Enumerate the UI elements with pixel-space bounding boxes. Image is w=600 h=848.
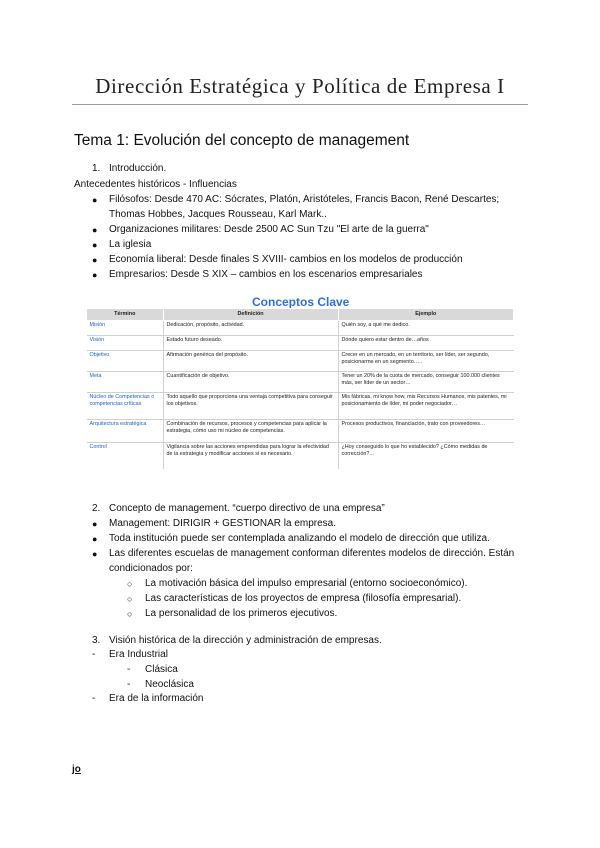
section1-number: 1. — [92, 163, 101, 174]
column-header: Término — [87, 309, 164, 321]
list-item: Las diferentes escuelas de management conforman diferentes modelos de dirección. Están — [109, 548, 515, 559]
document-title: Dirección Estratégica y Política de Empresa I — [95, 74, 505, 98]
list-item: condicionados por: — [109, 563, 193, 574]
example-cell: Quién soy, a qué me dedico. — [338, 321, 514, 336]
section2-number: 2. — [92, 503, 101, 514]
definition-cell: Todo aquello que proporciona una ventaja competitiva para conseguir los objetivos. — [163, 393, 338, 420]
term-cell: Núcleo de Competencias o competencias críticas — [87, 393, 164, 420]
table-row — [87, 372, 514, 393]
dash-marker: - — [92, 693, 96, 704]
topic-heading: Tema 1: Evolución del concepto de management — [74, 132, 410, 149]
definition-cell: Vigilancia sobre las acciones emprendidas para lograr la efectividad de la estrategia y modificar acciones si es necesario. — [163, 443, 338, 470]
list-item: Management: DIRIGIR + GESTIONAR la empresa. — [109, 518, 337, 529]
list-item: Era de la información — [109, 693, 204, 704]
title-divider — [72, 104, 528, 105]
bullet-marker: ● — [92, 534, 98, 544]
term-cell: Visión — [87, 336, 164, 351]
section3-heading: Visión histórica de la dirección y administración de empresas. — [109, 635, 382, 646]
footer-mark: jo — [72, 764, 81, 775]
term-cell: Meta — [87, 372, 164, 393]
dash-marker: - — [92, 649, 96, 660]
list-item: Economía liberal: Desde finales S XVIII- cambios en los modelos de producción — [109, 254, 463, 265]
term-cell: Control — [89, 444, 107, 450]
list-item: Organizaciones militares: Desde 2500 AC Sun Tzu "El arte de la guerra" — [109, 224, 429, 235]
bullet-marker: ● — [92, 195, 98, 205]
bullet-marker: ● — [92, 519, 98, 529]
list-item: Clásica — [145, 664, 178, 675]
example-cell: ¿Hoy conseguido lo que ho establecido? ¿Cómo medidas de corrección?... — [338, 443, 514, 470]
table-title: Conceptos Clave — [252, 295, 350, 309]
example-cell: Procesos productivos, financiación, trato con proveedores… — [338, 420, 514, 443]
definition-cell: Dedicación, propósito, actividad. — [163, 321, 338, 336]
subbullet-marker: ○ — [127, 594, 133, 604]
example-cell: Dónde quiero estar dentro de…años — [338, 336, 514, 351]
concepts-table — [86, 308, 514, 469]
list-item: Thomas Hobbes, Jacques Rousseau, Karl Mark.. — [109, 209, 327, 220]
bullet-marker: ● — [92, 255, 98, 265]
example-cell: Tener un 20% de la cuota de mercado, conseguir 100.000 clientes más, ser líder de un sector… — [338, 372, 514, 393]
bullet-marker: ● — [92, 225, 98, 235]
dash-marker: - — [127, 664, 131, 675]
list-item: Filósofos: Desde 470 AC: Sócrates, Platón, Aristóteles, Francis Bacon, René Descartes; — [109, 194, 500, 205]
definition-cell: Estado futuro deseado. — [163, 336, 338, 351]
bullet-marker: ● — [92, 240, 98, 250]
term-cell: Misión — [87, 321, 164, 336]
list-item: Era Industrial — [109, 649, 168, 660]
column-header: Definición — [163, 309, 338, 321]
table-row — [87, 351, 514, 372]
subbullet-marker: ○ — [127, 579, 133, 589]
table-row — [87, 420, 514, 443]
section1-subheading: Antecedentes históricos - Influencias — [74, 179, 237, 190]
list-item: La personalidad de los primeros ejecutivos. — [145, 608, 338, 619]
example-cell: Crecer en un mercado, en un territorio, ser líder, ser segundo, posicionarme en un segmento….. — [338, 351, 514, 372]
dash-marker: - — [127, 679, 131, 690]
list-item: Empresarios: Desde S XIX – cambios en los escenarios empresariales — [109, 269, 423, 280]
table-row — [87, 321, 514, 336]
table-row — [87, 443, 514, 470]
list-item: La iglesia — [109, 239, 152, 250]
definition-cell: Afirmación genérica del propósito. — [163, 351, 338, 372]
term-cell: Objetivo — [87, 351, 164, 372]
subbullet-marker: ○ — [127, 609, 133, 619]
definition-cell: Combinación de recursos, procesos y competencias para aplicar la estrategia, cómo uso mi núcleo de competencias. — [163, 420, 338, 443]
table-row — [87, 336, 514, 351]
section1-heading: Introducción. — [109, 163, 167, 174]
term-cell: Arquitectura estratégica — [87, 420, 164, 443]
list-item: Las características de los proyectos de empresa (filosofía empresarial). — [145, 593, 462, 604]
table-row — [87, 393, 514, 420]
list-item: Neoclásica — [145, 679, 194, 690]
section3-number: 3. — [92, 635, 101, 646]
column-header: Ejemplo — [338, 309, 514, 321]
list-item: La motivación básica del impulso empresarial (entorno socioeconómico). — [145, 578, 468, 589]
example-cell: Mis fábricas, mi know how, mis Recursos Humanos, mis patentes, mi posicionamiento de líder, mi poder negociador… — [338, 393, 514, 420]
section2-heading: Concepto de management. “cuerpo directivo de una empresa” — [109, 503, 385, 514]
definition-cell: Cuantificación de objetivo. — [163, 372, 338, 393]
bullet-marker: ● — [92, 549, 98, 559]
bullet-marker: ● — [92, 270, 98, 280]
list-item: Toda institución puede ser contemplada analizando el modelo de dirección que utiliza. — [109, 533, 490, 544]
